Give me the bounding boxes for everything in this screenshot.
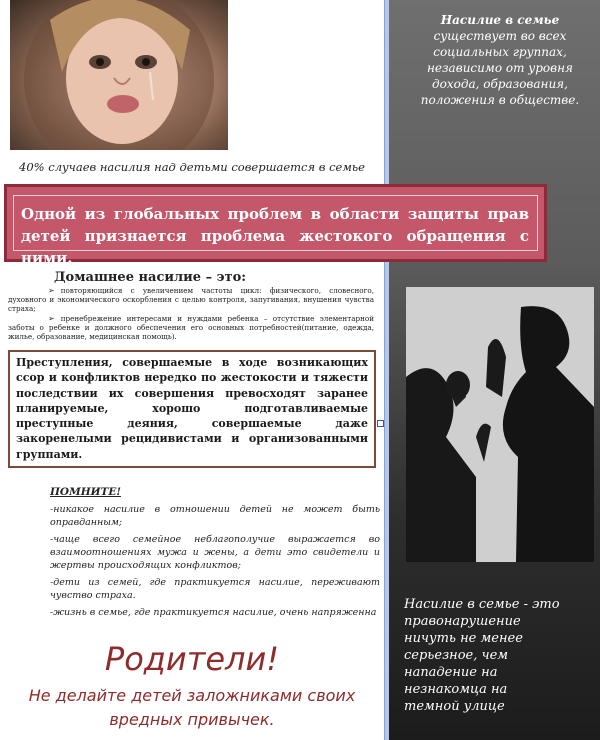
list-item xyxy=(8,286,374,313)
crime-info-text: Преступления, совершаемые в ходе возникающих ссор и конфликтов нередко по жестокости и тяжести последствии их совершения превосходят заранее планируемые, хорошо подготавливаемые преступные деяния, совершаемые даже закоренелыми рецидивистами и организованными группами. xyxy=(16,356,368,461)
arrow-bullet-icon: ➢ xyxy=(48,314,55,323)
list-item-text: повторяющийся с увеличением частоты цикл: физического, словесного, духовного и экономического оскорбления с целью контроля, запугивания, внушения чувства страха; xyxy=(8,286,374,313)
violence-photo xyxy=(406,287,594,562)
arrow-bullet-icon: ➢ xyxy=(48,286,55,295)
right-top-title: Насилие в семье xyxy=(440,13,560,27)
crying-girl-photo xyxy=(10,0,228,150)
banner-text: Одной из глобальных проблем в области защиты прав детей признается проблема жестокого обращения с ними. xyxy=(21,205,529,267)
remember-item: -жизнь в семье, где практикуется насилие, очень напряженна xyxy=(50,607,377,618)
right-top-line: независимо от уровня xyxy=(427,61,573,75)
statistics-caption: 40% случаев насилия над детьми совершается в семье xyxy=(19,160,365,174)
domestic-violence-list xyxy=(8,286,374,342)
remember-title: ПОМНИТЕ! xyxy=(50,486,121,498)
warning-text: Не делайте детей заложниками своих вредных привычек. xyxy=(28,686,356,729)
list-item xyxy=(8,314,374,341)
right-top-line: существует во всех xyxy=(433,29,567,43)
parents-heading: Родители! xyxy=(104,640,280,678)
domestic-violence-title: Домашнее насилие – это: xyxy=(54,270,247,285)
list-item-text: пренебрежение интересами и нуждами ребенка – отсутствие элементарной заботы о ребенке и должного обеспечения его основных потребностей(питание, одежда, жилье, образование, медицинская помощь). xyxy=(8,314,374,341)
remember-section xyxy=(50,486,380,623)
right-top-line: социальных группах, xyxy=(433,45,567,59)
right-top-text xyxy=(400,12,600,108)
remember-item: -дети из семей, где практикуется насилие, переживают чувство страха. xyxy=(50,577,380,601)
resize-handle[interactable] xyxy=(377,420,384,427)
remember-item: -чаще всего семейное неблагополучие выражается во взаимоотношениях мужа и жены, а дети это свидетели и жертвы происходящих конфликтов; xyxy=(50,534,380,571)
right-top-line: дохода, образования, xyxy=(432,77,568,91)
headline-banner xyxy=(4,184,547,267)
right-bottom-text: Насилие в семье - это правонарушение ничуть не менее серьезное, чем нападение на незнакомца на темной улице xyxy=(404,597,560,714)
crime-info-box xyxy=(8,350,376,468)
right-top-line: положения в обществе. xyxy=(420,93,580,107)
remember-item: -никакое насилие в отношении детей не может быть оправданным; xyxy=(50,504,380,528)
